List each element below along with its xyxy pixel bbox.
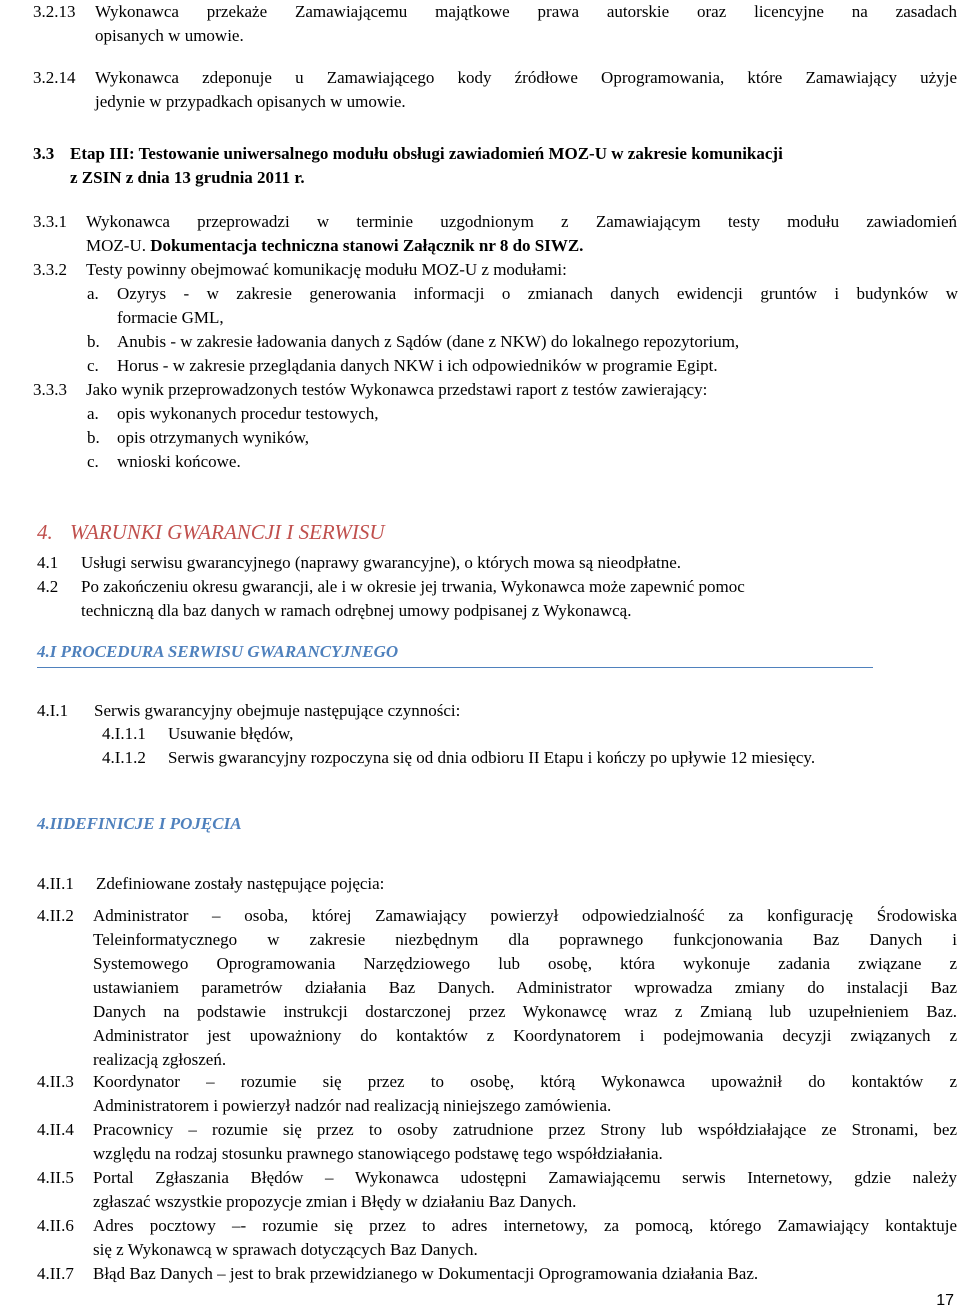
document-page: 3.2.13 Wykonawca przekaże Zamawiającemu majątkowe prawa autorskie oraz licencyjne na zasadach opisanych w umowie. 3.2.14 Wykonawca zdeponuje u Zamawiającego kody źródłowe Oprogramowania, które Zamawiający użyje jedynie w przypadkach opisanych w umowie. 3.3 Etap III: Testowanie uniwersalnego modułu obsługi zawiadomień MOZ-U w zakresie komunikacji z ZSIN z dnia 13 grudnia 2011 r. 3.3.1 Wykonawca przeprowadzi w terminie uzgodnionym z Zamawiającym testy modułu zawiadomień MOZ-U. Dokumentacja techniczna stanowi Załącznik nr 8 do SIWZ. 3.3.2 Testy powinny obejmować komunikację modułu MOZ-U z modułami: a. Ozyrys - w zakresie generowania informacji o zmianach danych ewidencji gruntów i budynków w formacie GML, b. Anubis - w zakresie ładowania danych z Sądów (dane z NKW) do lokalnego repozytorium, c. Horus - w zakresie przeglądania danych NKW i ich odpowiedników w programie Egipt. 3.3.3 Jako wynik przeprowadzonych testów Wykonawca przedstawi raport z testów zawierający: a. opis wykonanych procedur testowych, b. opis otrzymanych wyników, c. wnioski końcowe. 4. WARUNKI GWARANCJI I SERWISU 4.1 Usługi serwisu gwarancyjnego (naprawy gwarancyjne), o których mowa są nieodpłatne. 4.2 Po zakończeniu okresu gwarancji, ale i w okresie jej trwania, Wykonawca może zapewnić pomoc techniczną dla baz danych w ramach odrębnej umowy podpisanej z Wykonawcą. 4.I PROCEDURA SERWISU GWARANCYJNEGO 4.I.1 Serwis gwarancyjny obejmuje następujące czynności: 4.I.1.1 Usuwanie błędów, 4.I.1.2 Serwis gwarancyjny rozpoczyna się od dnia odbioru II Etapu i kończy po upływie 12 miesięcy. 4.IIDEFINICJE I POJĘCIA 4.II.1 Zdefiniowane zostały następujące pojęcia: 4.II.2 Administrator – osoba, której Zamawiający powierzył odpowiedzialność za konfigurację Środowiska Teleinformatycznego w zakresie niezbędnym dla poprawnego funkcjonowania Baz Danych i Systemowego Oprogramowania Narzędziowego lub osobę, która wykonuje zadania związane z ustawianiem parametrów działania Baz Danych. Administrator wprowadza zmiany do instalacji Baz Danych na podstawie instrukcji dostarczonej przez Wykonawcę wraz z Zmianą lub uzupełnieniem Baz. Administrator jest upoważniony do kontaktów z Koordynatorem i podejmowania decyzji związanych z realizacją zgłoszeń. 4.II.3 Koordynator – rozumie się przez to osobę, którą Wykonawca upoważnił do kontaktów z Administratorem i powierzył nadzór nad realizacją niniejszego zamówienia. 4.II.4 Pracownicy – rozumie się przez to osoby zatrudnione przez Strony lub współdziałające ze Stronami, bez względu na rodzaj stosunku prawnego stanowiącego podstawę tego współdziałania. 4.II.5 Portal Zgłaszania Błędów – Wykonawca udostępni Zamawiającemu serwis Internetowy, gdzie należy zgłaszać wszystkie propozycje zmian i Błędy w działaniu Baz Danych. 4.II.6 Adres pocztowy –- rozumie się przez to adres internetowy, za pomocą, którego Zamawiający kontaktuje się z Wykonawcą w sprawach dotyczących Baz Danych. 4.II.7 Błąd Baz Danych – jest to brak przewidzianego w Dokumentacji Oprogramowania działania Baz. 17	[33, 2, 958, 1309]
page-number: 17	[936, 1292, 954, 1309]
section-4-II-heading	[37, 812, 877, 836]
item-text-line: opisanych w umowie.	[95, 26, 244, 45]
item-text-bold: Dokumentacja techniczna stanowi Załącznik nr 8 do SIWZ.	[150, 236, 584, 255]
item-text: Testy powinny obejmować komunikację modułu MOZ-U z modułami:	[86, 260, 567, 279]
section-4-I-heading	[37, 640, 877, 664]
item-text-line: Wykonawca przeprowadzi w terminie uzgodnionym z Zamawiającym testy modułu zawiadomień	[86, 212, 957, 231]
item-number: 3.3.1	[33, 212, 67, 231]
item-text-line: Wykonawca przekaże Zamawiającemu majątkowe prawa autorskie oraz licencyjne na zasadach	[95, 2, 957, 21]
section-4-heading	[37, 518, 937, 546]
section-number: 3.3	[33, 144, 55, 163]
heading-underline	[37, 667, 873, 668]
item-number: 3.2.14	[33, 68, 76, 87]
section-title: 4.I PROCEDURA SERWISU GWARANCYJNEGO	[37, 642, 399, 661]
section-number: 4.	[37, 520, 53, 544]
item-text: MOZ-U.	[86, 236, 146, 255]
item-number: 3.3.3	[33, 380, 67, 399]
section-title: WARUNKI GWARANCJI I SERWISU	[70, 520, 385, 544]
item-text-line: Wykonawca zdeponuje u Zamawiającego kody źródłowe Oprogramowania, które Zamawiający użyje	[95, 68, 957, 87]
section-title-line: z ZSIN z dnia 13 grudnia 2011 r.	[70, 168, 305, 187]
item-number: 3.3.2	[33, 260, 67, 279]
item-text: Jako wynik przeprowadzonych testów Wykonawca przedstawi raport z testów zawierający:	[86, 380, 708, 399]
section-title: 4.IIDEFINICJE I POJĘCIA	[37, 814, 242, 833]
item-number: 3.2.13	[33, 2, 76, 21]
item-text-line: jedynie w przypadkach opisanych w umowie.	[95, 92, 406, 111]
section-title-line: Etap III: Testowanie uniwersalnego modułu obsługi zawiadomień MOZ-U w zakresie komunikacji	[70, 144, 783, 163]
